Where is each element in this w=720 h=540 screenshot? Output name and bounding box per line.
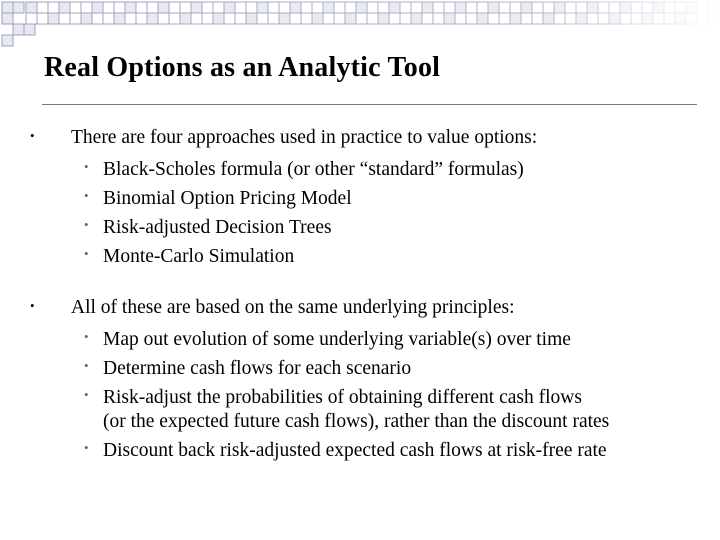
list-item: Map out evolution of some underlying variable(s) over time <box>103 329 571 350</box>
sub-bullet-marker: • <box>84 329 89 344</box>
bullet-marker: • <box>30 298 35 313</box>
list-item-continuation: (or the expected future cash flows), rather than the discount rates <box>103 411 610 432</box>
sub-bullet-marker: • <box>84 188 89 203</box>
list-item: Binomial Option Pricing Model <box>103 188 352 209</box>
sub-bullet-marker: • <box>84 217 89 232</box>
bullet-marker: • <box>30 128 35 143</box>
page-title: Real Options as an Analytic Tool <box>44 52 441 83</box>
sub-bullet-marker: • <box>84 358 89 373</box>
list-item: Risk-adjusted Decision Trees <box>103 217 332 238</box>
sub-bullet-marker: • <box>84 159 89 174</box>
list-item: Monte-Carlo Simulation <box>103 246 295 267</box>
list-item: Black-Scholes formula (or other “standard” formulas) <box>103 159 524 180</box>
sub-bullet-marker: • <box>84 246 89 261</box>
list-item: Risk-adjust the probabilities of obtaining different cash flows <box>103 387 582 408</box>
section-heading: There are four approaches used in practice to value options: <box>71 127 538 148</box>
header-decoration <box>0 0 720 50</box>
list-item: Discount back risk-adjusted expected cash flows at risk-free rate <box>103 440 607 461</box>
sub-bullet-marker: • <box>84 440 89 455</box>
list-item: Determine cash flows for each scenario <box>103 358 412 379</box>
title-divider <box>42 104 697 105</box>
sub-bullet-marker: • <box>84 387 89 402</box>
section-heading: All of these are based on the same underlying principles: <box>71 297 515 318</box>
